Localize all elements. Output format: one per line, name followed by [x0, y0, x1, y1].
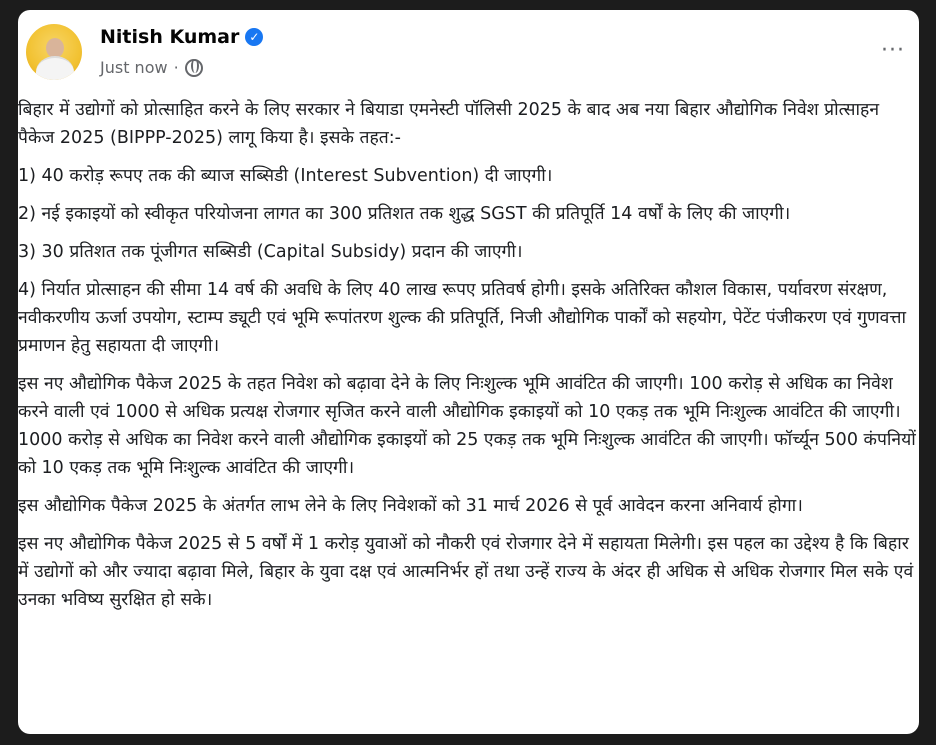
verified-badge-icon: ✓ — [245, 28, 263, 46]
post-header — [18, 10, 919, 100]
avatar-head — [46, 38, 64, 58]
meta-separator: · — [173, 58, 179, 77]
post-paragraph: बिहार में उद्योगों को प्रोत्साहित करने के लिए सरकार ने बियाडा एमनेस्टी पॉलिसी 2025 के बाद अब नया बिहार औद्योगिक निवेश प्रोत्साहन पैकेज 2025 (BIPPP-2025) लागू किया है। इसके तहत:- — [18, 100, 880, 148]
post-paragraph: 1) 40 करोड़ रूपए तक की ब्याज सब्सिडी (Interest Subvention) दी जाएगी। — [18, 166, 553, 186]
avatar-body — [36, 56, 74, 80]
globe-icon[interactable] — [185, 59, 203, 77]
author-name[interactable]: Nitish Kumar — [100, 26, 240, 48]
post-paragraph: इस नए औद्योगिक पैकेज 2025 के तहत निवेश को बढ़ावा देने के लिए निःशुल्क भूमि आवंटित की जाएगी। 100 करोड़ से अधिक का निवेश करने वाली एवं 1000 से अधिक प्रत्यक्ष रोजगार सृजित करने वाली औद्योगिक इकाइयों को 10 एकड़ तक भूमि निःशुल्क आवंटित की जाएगी। 1000 करोड़ से अधिक का निवेश करने वाली औद्योगिक इकाइयों को 25 एकड़ तक भूमि निःशुल्क आवंटित की जाएगी। फॉर्च्यून 500 कंपनियों को 10 एकड़ तक भूमि निःशुल्क आवंटित की जाएगी। — [18, 374, 916, 478]
post-paragraph: 3) 30 प्रतिशत तक पूंजीगत सब्सिडी (Capital Subsidy) प्रदान की जाएगी। — [18, 242, 523, 262]
post-paragraph: इस औद्योगिक पैकेज 2025 के अंतर्गत लाभ लेने के लिए निवेशकों को 31 मार्च 2026 से पूर्व आवेदन करना अनिवार्य होगा। — [18, 496, 803, 516]
more-options-icon[interactable]: ··· — [881, 38, 905, 63]
author-row — [100, 26, 263, 48]
post-paragraph: इस नए औद्योगिक पैकेज 2025 से 5 वर्षों में 1 करोड़ युवाओं को नौकरी एवं रोजगार देने में सहायता मिलेगी। इस पहल का उद्देश्य है कि बिहार में उद्योगों को और ज्यादा बढ़ावा मिले, बिहार के युवा दक्ष एवं आत्मनिर्भर हों तथा उन्हें राज्य के अंदर ही अधिक से अधिक रोजगार मिल सके एवं उनका भविष्य सुरक्षित हो सके। — [18, 534, 914, 610]
post-paragraph: 2) नई इकाइयों को स्वीकृत परियोजना लागत का 300 प्रतिशत तक शुद्ध SGST की प्रतिपूर्ति 14 वर्षों के लिए की जाएगी। — [18, 204, 791, 224]
post-timestamp[interactable]: Just now — [100, 58, 168, 77]
post-meta — [100, 58, 203, 77]
avatar[interactable] — [26, 24, 82, 80]
post-text — [18, 96, 918, 624]
post-paragraph: 4) निर्यात प्रोत्साहन की सीमा 14 वर्ष की अवधि के लिए 40 लाख रूपए प्रतिवर्ष होगी। इसके अतिरिक्त कौशल विकास, पर्यावरण संरक्षण, नवीकरणीय ऊर्जा उपयोग, स्टाम्प ड्यूटी एवं भूमि रूपांतरण शुल्क की प्रतिपूर्ति, निजी औद्योगिक पार्कों को सहयोग, पेटेंट पंजीकरण एवं गुणवत्ता प्रमाणन हेतु सहायता दी जाएगी। — [18, 280, 907, 356]
post-card — [18, 10, 919, 734]
